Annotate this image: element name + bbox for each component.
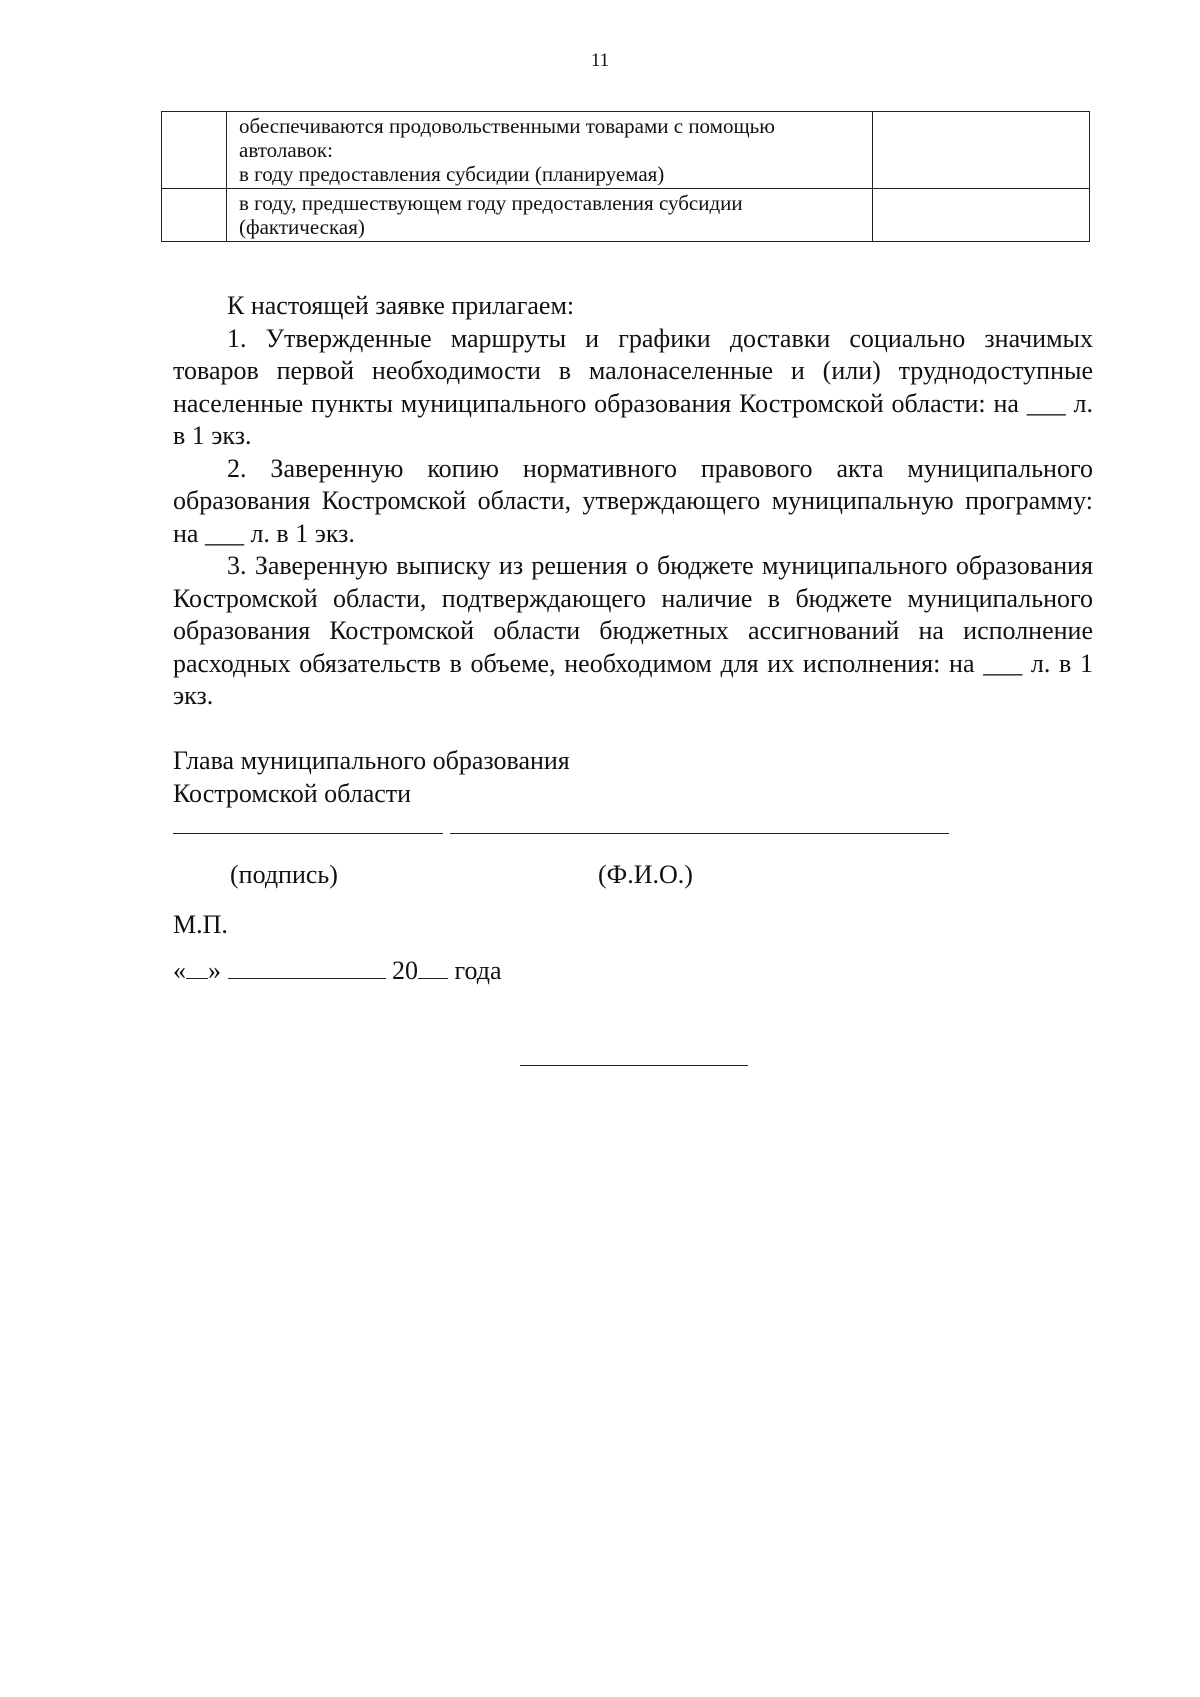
indicator-text-line: автолавок:: [239, 138, 333, 162]
indicator-text-line: в году, предшествующем году предоставления субсидии: [239, 191, 743, 215]
indicator-text-line: (фактическая): [239, 215, 365, 239]
row-number-cell: [162, 112, 227, 189]
signatory-title-line: Костромской области: [173, 779, 412, 808]
value-cell: [873, 189, 1090, 242]
attachment-item-1: 1. Утвержденные маршруты и графики доставки социально значимых товаров первой необходимости в малонаселенные и (или) труднодоступные населенные пункты муниципального образования Костромской области: на ___ л. в 1 экз.: [173, 323, 1093, 450]
attachment-item-2: 2. Заверенную копию нормативного правового акта муниципального образования Костромской области, утверждающего муниципальную программу: на ___ л. в 1 экз.: [173, 453, 1093, 548]
year-prefix: 20: [392, 956, 418, 985]
signature-blank-line: [173, 833, 443, 834]
document-end-rule: [520, 1065, 748, 1066]
date-line: [173, 956, 502, 986]
year-blank: [418, 956, 448, 979]
page-number: 11: [590, 50, 610, 71]
date-open-quote: «: [173, 956, 186, 985]
indicator-text-line: в году предоставления субсидии (планируемая): [239, 162, 665, 186]
signatory-title-line: Глава муниципального образования: [173, 746, 570, 775]
attachment-item-3: 3. Заверенную выписку из решения о бюджете муниципального образования Костромской области, подтверждающего наличие в бюджете муниципального образования Костромской области бюджетных ассигнований на исполнение расходных обязательств в объеме, необходимом для их исполнения: на ___ л. в 1 экз.: [173, 551, 1093, 710]
indicator-text-line: обеспечиваются продовольственными товарами с помощью: [239, 114, 775, 138]
name-blank-line: [450, 833, 949, 834]
table-row: [162, 189, 1090, 242]
name-caption: (Ф.И.О.): [598, 860, 693, 889]
value-cell: [873, 112, 1090, 189]
signature-caption: (подпись): [230, 860, 338, 889]
day-blank: [186, 956, 208, 979]
indicator-cell: [227, 189, 873, 242]
row-number-cell: [162, 189, 227, 242]
month-blank: [228, 956, 386, 979]
indicator-table: [161, 111, 1090, 242]
table-row: [162, 112, 1090, 189]
attachments-intro: К настоящей заявке прилагаем:: [227, 291, 575, 320]
signatory-title: [173, 744, 570, 810]
indicator-cell: [227, 112, 873, 189]
stamp-placeholder: М.П.: [173, 910, 228, 939]
attachments-section: [173, 290, 1093, 713]
year-suffix: года: [454, 956, 502, 985]
date-close-quote: »: [208, 956, 221, 985]
